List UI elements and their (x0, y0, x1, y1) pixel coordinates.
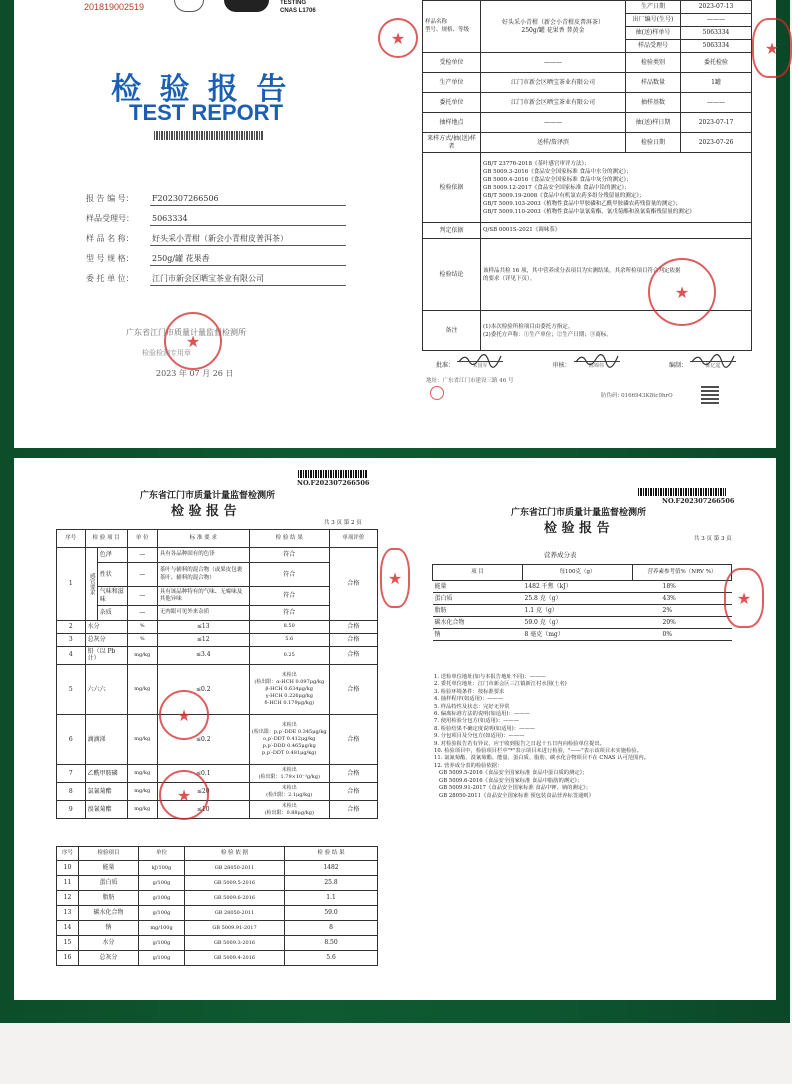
cover-field-row (86, 212, 346, 226)
info-val: 2023-07-17 (681, 113, 752, 133)
note-line: 4. 抽样程序(如适用)：——— (434, 696, 504, 703)
remark-line: (2)委托方声称：①生产单位；②生产日期；③商标。 (483, 331, 612, 338)
nutrition-item: 能量 (433, 581, 523, 593)
nutrition-value: 1.1 克（g） (523, 605, 633, 617)
info-label: 抽样地点 (423, 113, 481, 133)
test-item: 能量 (79, 861, 139, 876)
info-label: 受检单位 (423, 53, 481, 73)
test-unit: % (127, 620, 157, 633)
row-number: 8 (57, 783, 86, 801)
test-eval: 合格 (329, 801, 377, 819)
info-val: 委托检验 (681, 53, 752, 73)
row-number: 4 (57, 646, 86, 665)
test-basis: GB 5009.91-2017 (185, 921, 285, 936)
page2-report-no: NO.F202307266506 (297, 479, 370, 487)
test-requirement: 具有该品种特有的气味、无霉味及其他异味 (157, 587, 249, 606)
test-unit: mg/kg (127, 646, 157, 665)
page3-title: 检 验 报 告 (544, 521, 610, 536)
test-requirement: ≤12 (157, 633, 249, 646)
info-value: 送样/詹泽滨 (481, 133, 626, 153)
test-unit: g/100g (139, 906, 185, 921)
remark-line: (1)本次检验所检项目由委托方指定。 (483, 323, 574, 330)
row-number: 11 (57, 876, 79, 891)
signer (436, 350, 503, 369)
cover-field-label: 委 托 单 位： (86, 274, 134, 283)
nutrition-item: 钠 (433, 629, 523, 641)
test-requirement: ≤0.2 (157, 715, 249, 765)
row-number: 6 (57, 715, 86, 765)
table-header: 序号 (57, 847, 79, 861)
signers-row (436, 350, 736, 369)
notes-block (434, 674, 744, 800)
cover-field-value: F202307266506 (150, 192, 346, 206)
info-key: 抽样基数 (626, 93, 681, 113)
conclusion-text: 该样品共检 16 项，其中营养成分表项目为实测结果，其余所检项目符合判定依据的要求（详见下页）。 (483, 267, 681, 282)
page3-side-seal: ★ (724, 568, 764, 628)
test-basis: GB 28050-2011 (185, 861, 285, 876)
page3-report-no: NO.F202307266506 (662, 497, 735, 505)
section-content (481, 153, 752, 223)
cover-red-seal (164, 312, 222, 370)
group-label: 感官要求 (85, 548, 97, 621)
test-unit: — (127, 548, 157, 563)
note-line: 6. 偏离标准方法的说明(如适用)：——— (434, 711, 530, 718)
side-seal-icon: ★ (378, 18, 418, 58)
table-header: 检 验 依 据 (185, 847, 285, 861)
info-value: 江门市新会区晒宝茶业有限公司 (481, 73, 626, 93)
cover-field-label: 型 号 规 格： (86, 254, 134, 263)
info-val: ——— (681, 14, 752, 27)
test-result: 5.6 (285, 951, 378, 966)
cover-field-row (86, 232, 346, 246)
table-header: 检验项目 (79, 847, 139, 861)
cnas-number: CNAS L1706 (280, 8, 316, 14)
row-number: 7 (57, 765, 86, 783)
signer-role: 编制： (668, 362, 687, 369)
test-result: 未检出 (检出限：p,p′-DDE 0.345μg/kg o,p′-DDT 0.412μg/kg p,p′-DDD 0.465μg/kg p,p′-DDT 0.481μg/kg) (249, 715, 329, 765)
row-number: 5 (57, 665, 86, 715)
cnas-logo-icon (224, 0, 269, 12)
cma-logo-icon (174, 0, 204, 12)
test-basis: GB 28050-2011 (185, 906, 285, 921)
table-header: 每100克（g） (523, 565, 633, 581)
test-result: 25.8 (285, 876, 378, 891)
cover-barcode (154, 131, 264, 140)
conclusion-red-seal: ★ (648, 258, 716, 326)
info-key: 样品数量 (626, 73, 681, 93)
test-unit: — (127, 563, 157, 587)
cover-stamp-text: 检验检测专用章 (142, 349, 191, 357)
info-key: 检验类别 (626, 53, 681, 73)
signer-col (574, 350, 620, 369)
test-item: 杂质 (97, 605, 127, 620)
nutrition-item: 碳水化合物 (433, 617, 523, 629)
info-key: 抽(送)样单号 (626, 27, 681, 40)
info-label: 生产单位 (423, 73, 481, 93)
test-eval: 合格 (329, 783, 377, 801)
test-basis: GB 5009.6-2016 (185, 891, 285, 906)
test-requirement: ≤20 (157, 783, 249, 801)
table-header: 检 验 结 果 (249, 530, 329, 548)
cover-fields (86, 192, 346, 292)
test-item: 钠 (79, 921, 139, 936)
table-header: 单 位 (127, 530, 157, 548)
test-unit: mg/kg (127, 765, 157, 783)
section-content (481, 311, 752, 351)
test-result: 符合 (249, 548, 329, 563)
testing-label: TESTING (280, 0, 307, 6)
basis-line: GB 5009.4-2016《食品安全国家标准 食品中灰分的测定》； (483, 176, 632, 183)
test-eval: 合格 (329, 620, 377, 633)
table-header: 检 验 项 目 (85, 530, 127, 548)
test-item: 铅（以 Pb 计） (85, 646, 127, 665)
nutrition-nrv: 20% (633, 617, 732, 629)
seal-star-icon: ★ (185, 331, 201, 351)
test-basis: GB 5009.3-2016 (185, 936, 285, 951)
note-line: 11. 氯氰菊酯、溴氰菊酯、能量、蛋白质、脂肪、碳水化合物项目不在 CNAS 认可范围内。 (434, 755, 650, 762)
judge-text: Q/SB 0001S-2021《调味茶》 (483, 226, 561, 233)
section-label: 判定依据 (423, 223, 481, 239)
note-line: 5. 样品特性及状态：完好无异常 (434, 703, 510, 710)
cover-field-row (86, 252, 346, 266)
test-item: 六六六 (85, 665, 127, 715)
cover-institute: 广东省江门市质量计量监督检测所 (126, 328, 246, 337)
test-requirement: 茶叶与辅料的混合物（或果皮包裹茶叶、辅料的混合物） (157, 563, 249, 587)
cover-field-value: 5063334 (150, 212, 346, 226)
test-unit: g/100g (139, 891, 185, 906)
test-eval: 合格 (329, 633, 377, 646)
nutrition-value: 8 毫克（mg） (523, 629, 633, 641)
note-line: 9. 对检验报告若有异议，应于收到报告之日起十五日内向检验单位提出。 (434, 740, 605, 747)
test-eval: 合格 (329, 765, 377, 783)
footer-code: 防伪码: 0166943K8tc9hrO (601, 393, 673, 399)
test-unit: — (127, 587, 157, 606)
cover-title-en: TEST REPORT (129, 100, 284, 125)
test-requirement: ≤3.4 (157, 646, 249, 665)
signer-col (690, 350, 736, 369)
table-header: 单位 (139, 847, 185, 861)
nutrition-table (432, 564, 732, 641)
info-label: 样品名称 型号、规格、等级 (423, 1, 481, 53)
test-requirement: 无肉眼可见外来杂质 (157, 605, 249, 620)
table-header: 检 验 结 果 (285, 847, 378, 861)
test-result: 8 (285, 921, 378, 936)
test-item: 滴滴涕 (85, 715, 127, 765)
nutrition-value: 25.8 克（g） (523, 593, 633, 605)
info-val: 1罐 (681, 73, 752, 93)
test-item: 色泽 (97, 548, 127, 563)
info-val: ——— (681, 93, 752, 113)
signature-icon (574, 350, 620, 362)
info-key: 生产日期 (626, 1, 681, 14)
info-label: 委托单位 (423, 93, 481, 113)
note-line: 12. 营养成分表的检验依据： (434, 762, 503, 769)
test-requirement: 具有各品种固有的色泽 (157, 548, 249, 563)
test-result: 未检出 (检出限：2.1μg/kg) (249, 783, 329, 801)
table-header: 标 准 要 求 (157, 530, 249, 548)
test-eval: 合格 (329, 646, 377, 665)
note-line: GB 5009.5-2016《食品安全国家标准 食品中蛋白质的测定》； (434, 770, 588, 777)
info-val: 5063334 (681, 27, 752, 40)
cover-field-label: 样品受理号： (86, 214, 134, 223)
table-header: 序号 (57, 530, 86, 548)
table-header: 项 目 (433, 565, 523, 581)
test-result: 未检出 (检出限：1.79×10⁻³g/kg) (249, 765, 329, 783)
test-item: 水分 (79, 936, 139, 951)
row-number: 1 (57, 548, 86, 621)
note-line: 9. 分包项目及分包方(如适用)：——— (434, 733, 525, 740)
cover-field-label: 样 品 名 称： (86, 234, 134, 243)
small-seal-icon (430, 386, 444, 400)
qr-code-icon (701, 386, 719, 404)
test-unit: mg/kg (127, 665, 157, 715)
note-line: GB 5009.6-2016《食品安全国家标准 食品中脂肪的测定》； (434, 777, 583, 784)
cover-page (14, 0, 396, 448)
test-item: 总灰分 (85, 633, 127, 646)
signature-icon (690, 350, 736, 362)
test-item: 脂肪 (79, 891, 139, 906)
test-item: 蛋白质 (79, 876, 139, 891)
note-line: 7. 使用检验分包方(如适用)：——— (434, 718, 520, 725)
page2-title: 检 验 报 告 (171, 504, 237, 519)
test-result: 5.6 (249, 633, 329, 646)
signer-col (457, 350, 503, 369)
note-line: 1. 送检单位地址(如与本报告地址不同)：——— (434, 674, 546, 680)
test-unit: kJ/100g (139, 861, 185, 876)
basis-line: GB 5009.12-2017《食品安全国家标准 食品中铅的测定》； (483, 184, 630, 191)
row-number: 12 (57, 891, 79, 906)
test-requirement: ≤0.1 (157, 765, 249, 783)
nutrition-value: 1482 千焦（kJ） (523, 581, 633, 593)
test-result: 8.50 (285, 936, 378, 951)
test-unit: mg/kg (127, 715, 157, 765)
cover-field-label: 报 告 编 号： (86, 194, 134, 203)
test-item: 氯氰菊酯 (85, 783, 127, 801)
signer (552, 350, 619, 369)
test-eval: 合格 (329, 715, 377, 765)
row-number: 13 (57, 906, 79, 921)
test-unit: g/100g (139, 951, 185, 966)
page2-barcode (298, 470, 368, 478)
info-val: 2023-07-26 (681, 133, 752, 153)
nutrition-method-table (56, 846, 378, 966)
section-label: 检验结论 (423, 239, 481, 311)
address-text: 地址：广东省江门市建设三路 46 号 (426, 378, 514, 384)
info-value: ——— (481, 113, 626, 133)
test-result: 59.0 (285, 906, 378, 921)
note-line: 2. 委托单位地址：江门市新会区三江镇新江村水围(土名) (434, 681, 567, 688)
row-number: 15 (57, 936, 79, 951)
nutrition-title: 营养成分表 (544, 551, 577, 559)
section-content (481, 223, 752, 239)
cover-field-value: 好头采小青柑（新会小青柑皮普洱茶） (150, 232, 346, 246)
nutrition-item: 脂肪 (433, 605, 523, 617)
signer-name: 陈亿霆 (705, 363, 721, 369)
test-item: 溴氰菊酯 (85, 801, 127, 819)
section-label: 检验依据 (423, 153, 481, 223)
report-page-1 (390, 0, 780, 448)
note-line: 3. 检验环境条件：按标准要求 (434, 688, 505, 695)
test-result: 1482 (285, 861, 378, 876)
cover-field-value: 250g/罐 花果香 (150, 252, 346, 266)
signer-role: 批准： (436, 362, 455, 369)
nutrition-nrv: 2% (633, 605, 732, 617)
test-basis: GB 5009.5-2016 (185, 876, 285, 891)
test-item: 总灰分 (79, 951, 139, 966)
test-basis: GB 5009.4-2016 (185, 951, 285, 966)
row-number: 14 (57, 921, 79, 936)
test-unit: mg/kg (127, 783, 157, 801)
signer-role: 审核： (552, 362, 571, 369)
test-unit: % (127, 633, 157, 646)
test-unit: — (127, 605, 157, 620)
cover-date: 2023 年 07 月 26 日 (156, 369, 234, 378)
test-result: 未检出 (检出限：0.88μg/kg) (249, 801, 329, 819)
basis-line: GB/T 5009.110-2003《植物性食品中氯氰菊酯、氰戊菊酯和溴氰菊酯残留量的测定》 (483, 208, 695, 215)
info-key: 检验日期 (626, 133, 681, 153)
row-number: 3 (57, 633, 86, 646)
basis-line: GB 5009.3-2016《食品安全国家标准 食品中水分的测定》； (483, 168, 632, 175)
test-result: 符合 (249, 605, 329, 620)
cover-field-row (86, 192, 346, 206)
test-item: 气味和滋味 (97, 587, 127, 606)
info-key: 抽(送)样日期 (626, 113, 681, 133)
table-header: 单项评价 (329, 530, 377, 548)
page3-page-info: 共 3 页 第 3 页 (694, 536, 732, 542)
test-results-table (56, 529, 378, 819)
info-value: ——— (481, 53, 626, 73)
test-requirement: ≤10 (157, 801, 249, 819)
report-page-2 (14, 458, 396, 1000)
nutrition-nrv: 0% (633, 629, 732, 641)
note-line: GB 5009.91-2017《食品安全国家标准 食品中钾、钠的测定》； (434, 785, 592, 792)
page3-left-seal: ★ (380, 548, 410, 608)
nutrition-nrv: 18% (633, 581, 732, 593)
signature-icon (457, 350, 503, 362)
test-requirement: ≤0.2 (157, 665, 249, 715)
test-eval: 合格 (329, 548, 377, 621)
note-line: 10. 检验项目中，检验项目栏中"*"表示项目未进行检验，"——"表示该项目未实施检验。 (434, 748, 642, 755)
row-number: 2 (57, 620, 86, 633)
section-label: 备注 (423, 311, 481, 351)
info-key: 样品受理号 (626, 40, 681, 53)
bottom-strip (0, 1023, 790, 1084)
page3-institute: 广东省江门市质量计量监督检测所 (511, 508, 647, 518)
page2-institute: 广东省江门市质量计量监督检测所 (140, 491, 276, 501)
test-eval: 合格 (329, 665, 377, 715)
basis-line: GB/T 5009.103-2003《植物性食品中甲胺磷和乙酰甲胺磷农药残留量的测定》； (483, 200, 682, 207)
info-val: 2023-07-13 (681, 1, 752, 14)
test-result: 符合 (249, 563, 329, 587)
cover-top-number: 201819002519 (84, 2, 145, 12)
row-number: 9 (57, 801, 86, 819)
test-unit: g/100g (139, 936, 185, 951)
test-unit: mg/kg (127, 801, 157, 819)
cover-field-value: 江门市新会区晒宝茶业有限公司 (150, 272, 346, 286)
note-line: 8. 检验结果不确定度说明(如适用)：——— (434, 725, 535, 732)
test-item: 水分 (85, 620, 127, 633)
page2-seal-1: ★ (159, 690, 209, 740)
signer-name: 陈锦伟 (588, 363, 604, 369)
cover-title-cn: 检 验 报 告 (111, 72, 291, 107)
test-result: 8.50 (249, 620, 329, 633)
page2-seal-2: ★ (159, 770, 209, 820)
report-page-3 (387, 458, 776, 1000)
nutrition-nrv: 43% (633, 593, 732, 605)
cover-field-row (86, 272, 346, 286)
test-requirement: ≤13 (157, 620, 249, 633)
test-result: 0.25 (249, 646, 329, 665)
test-item: 性状 (97, 563, 127, 587)
table-header: 营养素参考值%（NRV %） (633, 565, 732, 581)
test-unit: mg/100g (139, 921, 185, 936)
test-item: 碳水化合物 (79, 906, 139, 921)
row-number: 16 (57, 951, 79, 966)
info-val: 5063334 (681, 40, 752, 53)
test-result: 1.1 (285, 891, 378, 906)
page2-page-info: 共 3 页 第 2 页 (324, 520, 362, 526)
side-seal-icon-right: ★ (752, 18, 792, 78)
note-line: GB 28050-2011《食品安全国家标准 预包装食品营养标签通则》 (434, 792, 594, 799)
nutrition-item: 蛋白质 (433, 593, 523, 605)
signer-name: 朱国军 (472, 363, 488, 369)
basis-line: GB/T 23776-2018《茶叶感官审评方法》； (483, 160, 590, 167)
test-result: 未检出 (检出限：α-HCH 0.097μg/kg β-HCH 0.634μg/kg γ-HCH 0.226μg/kg δ-HCH 0.179μg/kg) (249, 665, 329, 715)
nutrition-value: 59.0 克（g） (523, 617, 633, 629)
signer (669, 350, 736, 369)
basis-line: GB/T 5009.19-2008《食品中有机氯农药多组分残留量的测定》； (483, 192, 645, 199)
info-value: 好头采小青柑（新会小青柑皮普洱茶） 250g/罐 花果香 普黄金 (481, 1, 626, 53)
row-number: 10 (57, 861, 79, 876)
info-key: 出厂编号(生号) (626, 14, 681, 27)
test-unit: g/100g (139, 876, 185, 891)
info-value: 江门市新会区晒宝茶业有限公司 (481, 93, 626, 113)
test-result: 符合 (249, 587, 329, 606)
page3-barcode (638, 488, 726, 496)
info-label: 来样方式/抽(送)样者 (423, 133, 481, 153)
test-item: 乙酰甲胺磷 (85, 765, 127, 783)
